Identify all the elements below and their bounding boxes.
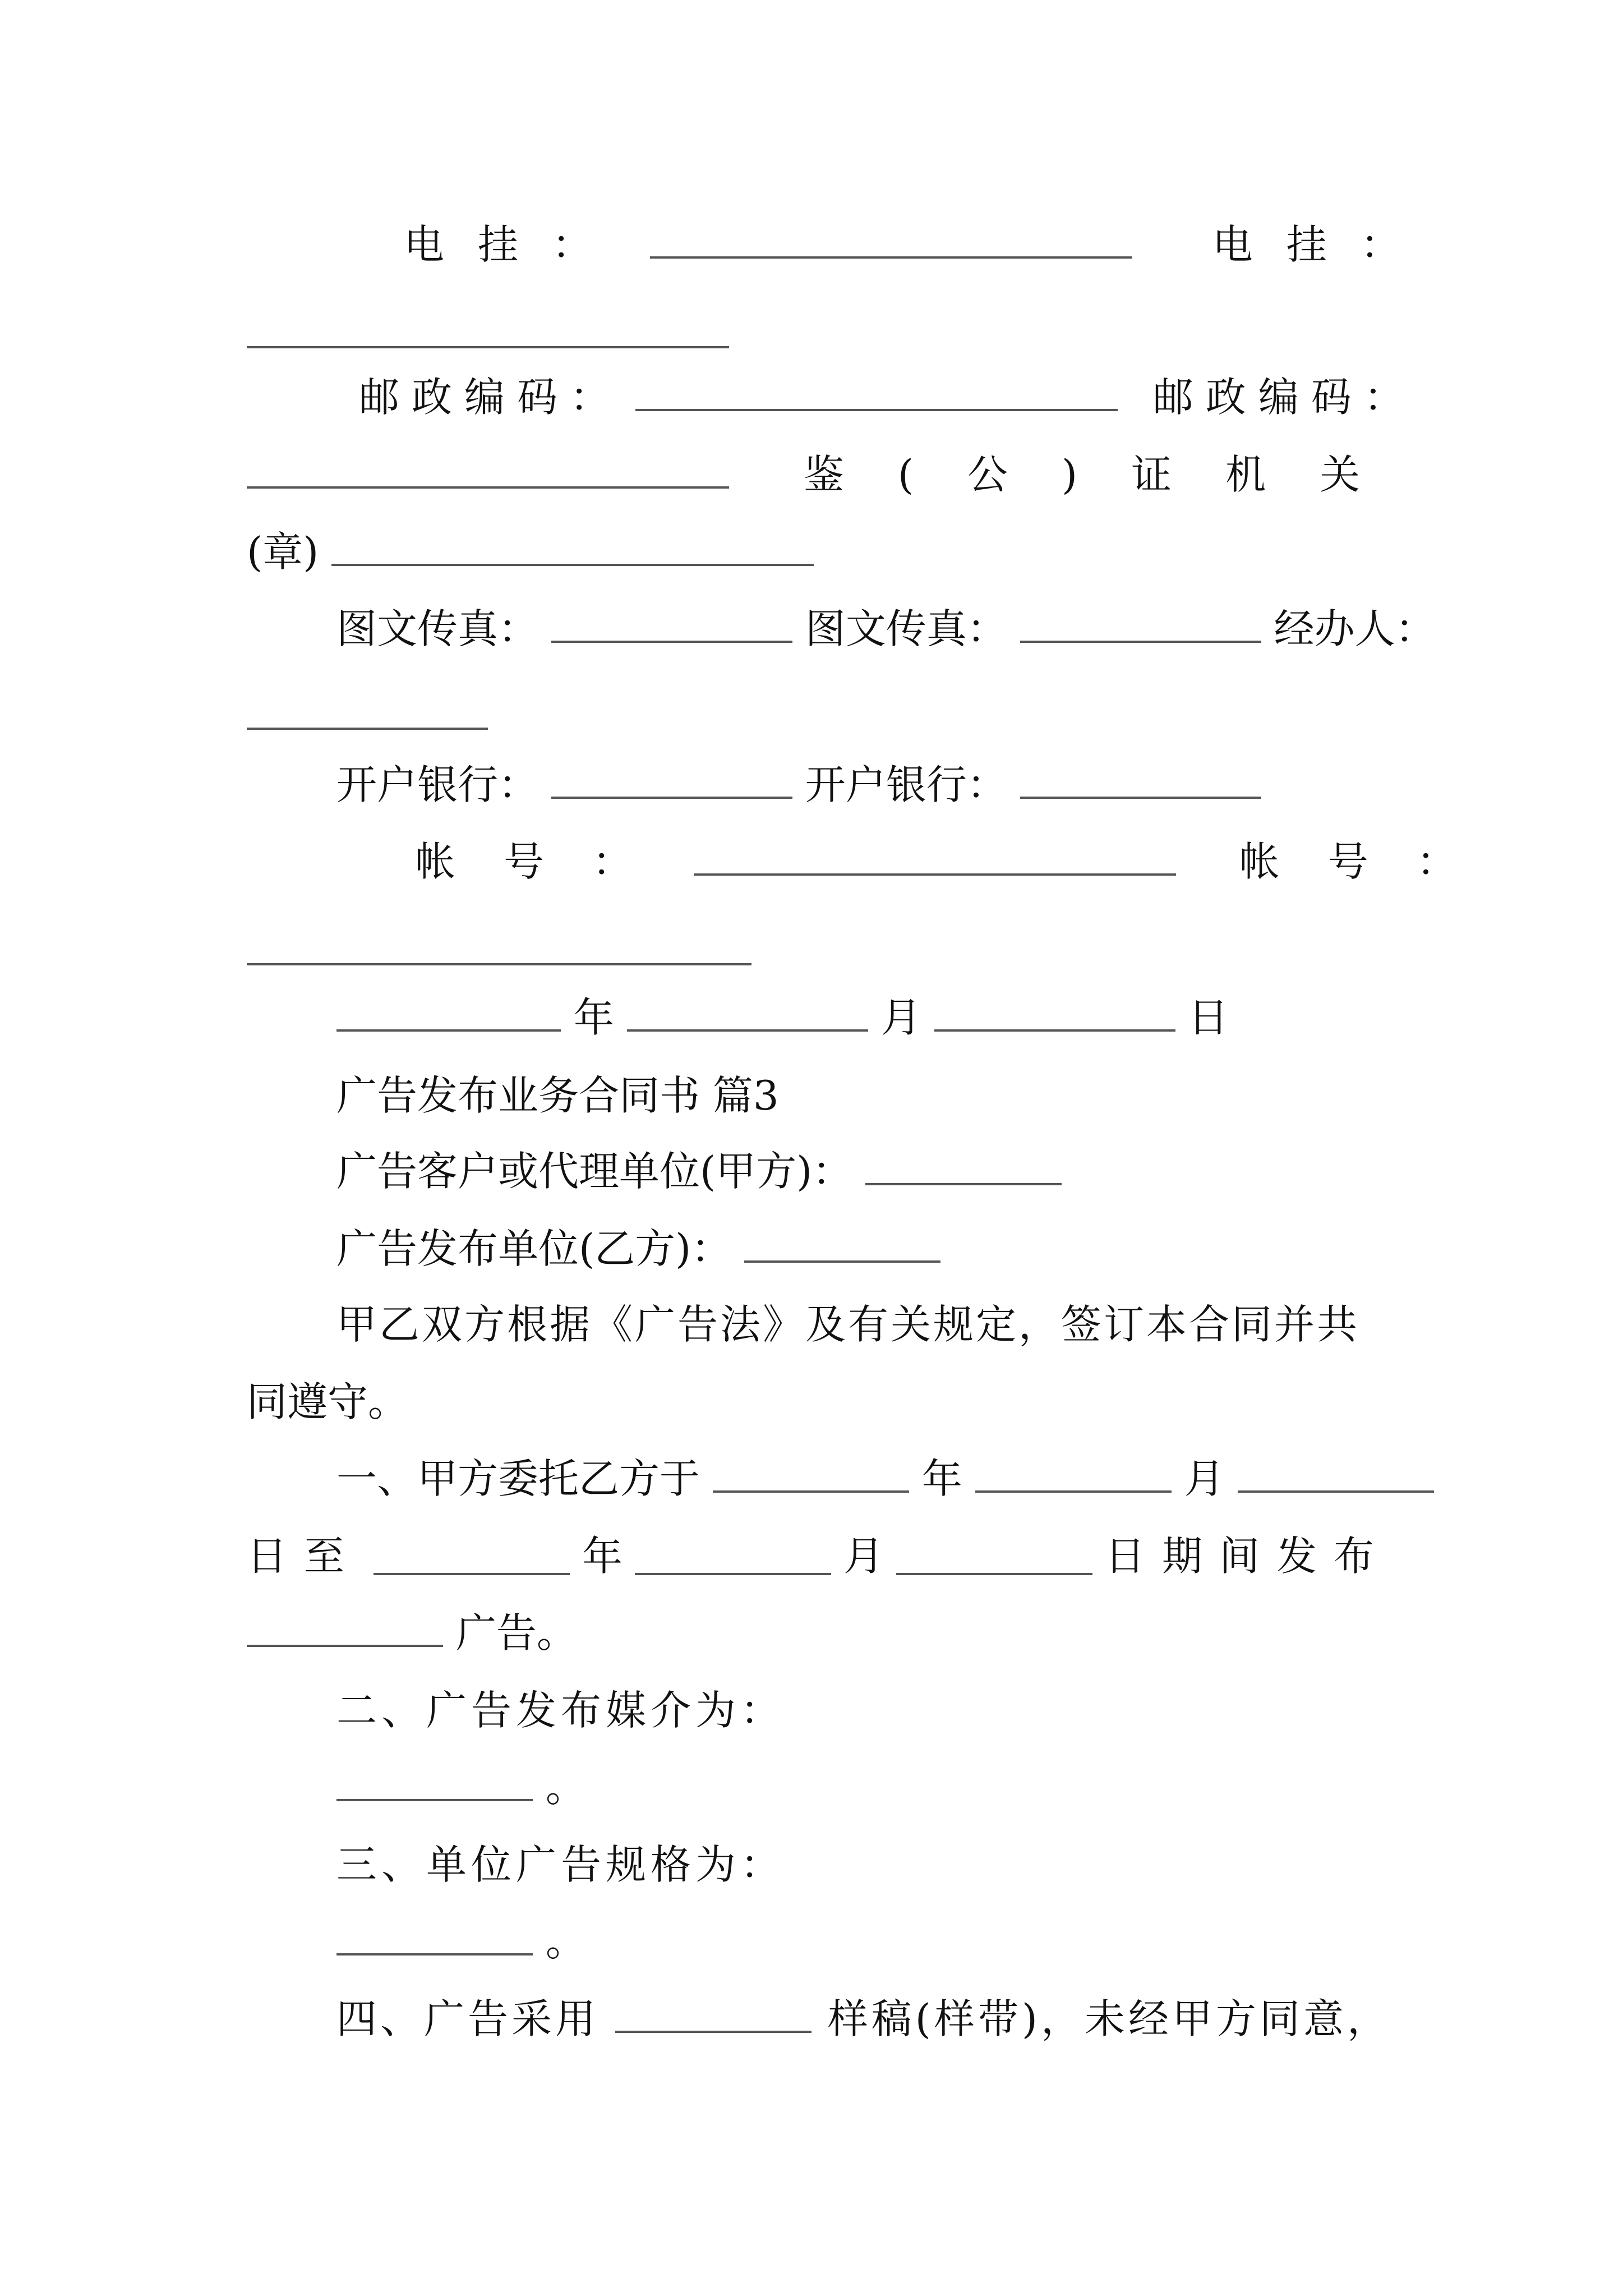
handler-label: 经办人： — [1274, 605, 1436, 652]
bank-blank-b[interactable] — [1020, 761, 1261, 799]
clause-1-period: 日期间发布 — [1104, 1533, 1391, 1580]
handler-line-cont — [247, 684, 1391, 747]
date-year-label: 年 — [573, 994, 614, 1041]
fax-blank-b[interactable] — [1020, 605, 1261, 643]
date-year-blank[interactable] — [336, 993, 561, 1032]
clause-1-line-2 — [247, 1525, 1391, 1588]
date-line — [336, 986, 1391, 1049]
notary-label: 鉴(公)证机关 — [803, 451, 1414, 498]
clause-1-line-1 — [336, 1447, 1391, 1510]
fax-line — [336, 597, 1436, 660]
account-label-a: 帐号： — [415, 838, 681, 885]
clause-1-end-year: 年 — [582, 1533, 623, 1580]
preamble-line-1 — [336, 1293, 1391, 1356]
notary-line — [247, 443, 1414, 506]
account-blank-b[interactable] — [247, 927, 751, 965]
clause-1-end-month: 月 — [843, 1533, 884, 1580]
clause-3-suffix: 。 — [545, 1918, 586, 1965]
telegraph-label-a: 电挂： — [404, 221, 626, 268]
account-blank-a[interactable] — [694, 838, 1176, 876]
clause-4-line — [336, 1987, 1391, 2050]
clause-4-text-a: 四、广告采用 — [336, 1995, 600, 2042]
clause-3-blank[interactable] — [336, 1917, 533, 1955]
account-line — [415, 830, 1505, 893]
bank-line — [336, 753, 1391, 816]
clause-2-blank-line — [336, 1756, 1391, 1819]
bank-label-b: 开户银行： — [805, 761, 1007, 808]
clause-1-end-day-blank[interactable] — [896, 1537, 1092, 1575]
postcode-blank-b[interactable] — [247, 450, 729, 489]
clause-1-year-blank[interactable] — [713, 1455, 909, 1493]
seal-line — [247, 521, 1391, 583]
clause-1-text: 一、甲方委托乙方于 — [336, 1455, 700, 1502]
telegraph-blank-b[interactable] — [247, 310, 729, 348]
postcode-line — [359, 366, 1417, 429]
preamble-text-2: 同遵守。 — [247, 1378, 409, 1425]
fax-blank-a[interactable] — [551, 605, 792, 643]
clause-1-end-month-blank[interactable] — [635, 1537, 831, 1575]
clause-1-suffix: 广告。 — [455, 1609, 577, 1657]
postcode-label-b: 邮政编码： — [1152, 374, 1417, 421]
account-line-cont — [247, 920, 1391, 983]
clause-4-blank[interactable] — [615, 1995, 811, 2033]
clause-1-month: 月 — [1184, 1455, 1225, 1502]
clause-2-line — [336, 1679, 1391, 1742]
clause-2-text: 二、广告发布媒介为： — [336, 1687, 786, 1734]
party-b-blank[interactable] — [744, 1225, 940, 1263]
date-month-label: 月 — [880, 994, 921, 1041]
clause-4-text-b: 样稿(样带)，未经甲方同意， — [827, 1995, 1391, 2042]
party-a-label: 广告客户或代理单位(甲方)： — [336, 1148, 853, 1195]
date-day-blank[interactable] — [934, 993, 1175, 1032]
telegraph-line — [404, 213, 1435, 276]
seal-label: (章) — [247, 528, 319, 576]
handler-blank[interactable] — [247, 692, 488, 730]
clause-1-ad-blank[interactable] — [247, 1609, 443, 1647]
preamble-text-1: 甲乙双方根据《广告法》及有关规定，签订本合同并共 — [336, 1301, 1360, 1348]
bank-label-a: 开户银行： — [336, 761, 539, 808]
telegraph-label-b: 电挂： — [1212, 221, 1435, 268]
date-month-blank[interactable] — [627, 993, 868, 1032]
clause-1-month-blank[interactable] — [975, 1455, 1172, 1493]
clause-2-suffix: 。 — [545, 1764, 586, 1811]
clause-1-day-label: 日至 — [247, 1533, 362, 1580]
clause-1-year: 年 — [921, 1455, 962, 1502]
postcode-label-a: 邮政编码： — [359, 374, 623, 421]
clause-1-day-blank[interactable] — [1238, 1455, 1434, 1493]
clause-3-line — [336, 1833, 1391, 1896]
contract-heading-text: 广告发布业务合同书 篇3 — [336, 1072, 779, 1119]
party-b-line — [336, 1217, 1391, 1280]
party-a-blank[interactable] — [865, 1147, 1062, 1185]
clause-2-blank[interactable] — [336, 1763, 533, 1801]
telegraph-blank-a[interactable] — [650, 220, 1132, 259]
seal-blank[interactable] — [331, 528, 814, 566]
contract-heading — [336, 1064, 1391, 1127]
clause-3-blank-line — [336, 1910, 1391, 1973]
account-label-b: 帐号： — [1239, 838, 1505, 885]
party-b-label: 广告发布单位(乙方)： — [336, 1225, 732, 1272]
clause-3-text: 三、单位广告规格为： — [336, 1841, 786, 1888]
date-day-label: 日 — [1188, 994, 1229, 1041]
bank-blank-a[interactable] — [551, 761, 792, 799]
clause-1-end-year-blank[interactable] — [374, 1537, 570, 1575]
fax-label-b: 图文传真： — [805, 605, 1007, 652]
postcode-blank-a[interactable] — [635, 373, 1118, 411]
preamble-line-2 — [247, 1370, 1391, 1433]
telegraph-line-cont — [247, 303, 1391, 366]
fax-label-a: 图文传真： — [336, 605, 539, 652]
party-a-line — [336, 1140, 1391, 1203]
clause-1-line-3 — [247, 1602, 1391, 1664]
